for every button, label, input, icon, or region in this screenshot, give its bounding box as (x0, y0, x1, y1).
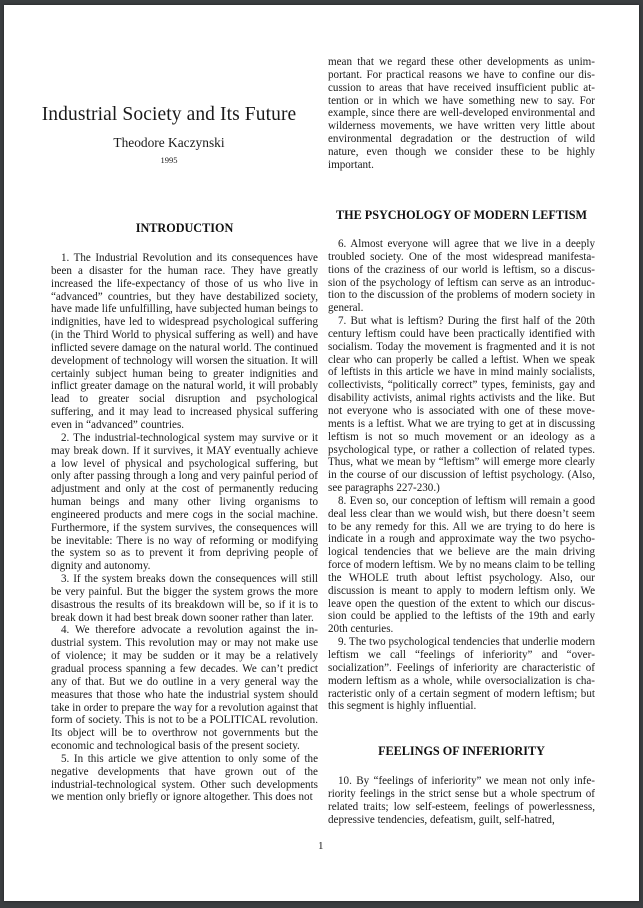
document-title: Industrial Society and Its Future (41, 104, 297, 125)
paragraph-5-continuation: mean that we regard these other developments as unimportant. For practical reasons we have to confine our discussion to areas that have received insufficient public attention or in which we have something new to say. For example, since there are well-developed environmental and wilderness movements, we have written very little about environmental degradation or the destruction of wild nature, even though we consider these to be highly important. (328, 56, 595, 171)
paragraph-7: 7. But what is leftism? During the first half of the 20th century leftism could have been practically identified with socialism. Today the movement is fragmented and it is not clear who can properly be called a leftist. When we speak of leftists in this article we have in mind mainly socialists, collectivists, “politically correct” types, feminists, gay and disability activists, animal rights activists and the like. But not everyone who is associated with one of these movements is a leftist. What we are trying to get at in discussing leftism is not so much movement or an ideology as a psychological type, or rather a collection of related types. Thus, what we mean by “leftism” will emerge more clearly in the course of our discussion of leftist psychology. (Also, see paragraphs 227-230.) (328, 315, 595, 495)
paragraph-10: 10. By “feelings of inferiority” we mean not only inferiority feelings in the strict sense but a whole spectrum of related traits; low self-esteem, feelings of powerlessness, depressive tendencies, defeatism, guilt, self-hatred, (328, 775, 595, 826)
paragraph-6: 6. Almost everyone will agree that we live in a deeply troubled society. One of the most widespread manifestations of the craziness of our world is leftism, so a discussion of the psychology of leftism can serve as an introduction to the discussion of the problems of modern society in general. (328, 238, 595, 315)
page-number: 1 (318, 840, 324, 852)
paragraph-3: 3. If the system breaks down the consequences will still be very painful. But the bigger the system grows the more disastrous the results of its breakdown will be, so if it is to break down it had best break down sooner rather than later. (51, 573, 318, 624)
paragraph-5: 5. In this article we give attention to only some of the negative developments that have grown out of the industrial-technological system. Other such developments we mention only briefly or ignore altogether. This does not (51, 752, 318, 804)
introduction-body (51, 252, 318, 804)
paragraph-9: 9. The two psychological tendencies that underlie modern leftism we call “feelings of inferiority” and “oversocialization”. Feelings of inferiority are characteristic of modern leftism as a whole, while oversocialization is characteristic only of a certain segment of modern leftism; but this segment is highly influential. (328, 636, 595, 713)
paragraph-1: 1. The Industrial Revolution and its consequences have been a disaster for the human race. They have greatly increased the life-expectancy of those of us who live in “advanced” countries, but they have destabilized society, have made life unfulfilling, have subjected human beings to indignities, have led to widespread psychological suffering (in the Third World to physical suffering as well) and have inflicted severe damage on the natural world. The continued development of technology will worsen the situation. It will certainly subject human being to greater indignities and inflict greater damage on the natural world, it will probably lead to greater social disruption and psychological suffering, and it may lead to increased physical suffering even in “advanced” countries. (51, 252, 318, 431)
document-author: Theodore Kaczynski (113, 135, 225, 150)
section-heading-introduction: INTRODUCTION (135, 221, 234, 235)
paragraph-5-continuation-block (328, 56, 595, 172)
section-heading-psychology-of-modern-leftism: THE PSYCHOLOGY OF MODERN LEFTISM (336, 208, 587, 222)
document-page (4, 5, 639, 901)
psychology-section-body (328, 238, 595, 713)
paragraph-2: 2. The industrial-technological system may survive or it may break down. If it survives, it MAY eventually achieve a low level of physical and psychological suffering, but only after passing through a long and very painful period of adjustment and only at the cost of permanently reducing human beings and many other living organisms to engineered products and mere cogs in the social machine. Furthermore, if the system survives, the consequences will be inevitable: There is no way of reforming or modifying the system so as to prevent it from depriving people of dignity and autonomy. (51, 431, 318, 573)
section-heading-feelings-of-inferiority: FEELINGS OF INFERIORITY (378, 744, 545, 758)
paragraph-8: 8. Even so, our conception of leftism will remain a good deal less clear than we would wish, but there doesn’t seem to be any remedy for this. All we are trying to do here is indicate in a rough and approximate way the two psychological tendencies that we believe are the main driving force of modern leftism. We by no means claim to be telling the WHOLE truth about leftist psychology. Also, our discussion is meant to apply to modern leftism only. We leave open the question of the extent to which our discussion could be applied to the leftists of the 19th and early 20th centuries. (328, 494, 595, 636)
document-year: 1995 (160, 155, 178, 165)
paragraph-4: 4. We therefore advocate a revolution against the industrial system. This revolution may or may not make use of violence; it may be sudden or it may be a relatively gradual process spanning a few decades. We can’t predict any of that. But we do outline in a very general way the measures that those who hate the industrial system should take in order to prepare the way for a revolution against that form of society. This is not to be a POLITICAL revolution. Its object will be to overthrow not governments but the economic and technological basis of the present society. (51, 624, 318, 753)
inferiority-section-body (328, 775, 595, 826)
